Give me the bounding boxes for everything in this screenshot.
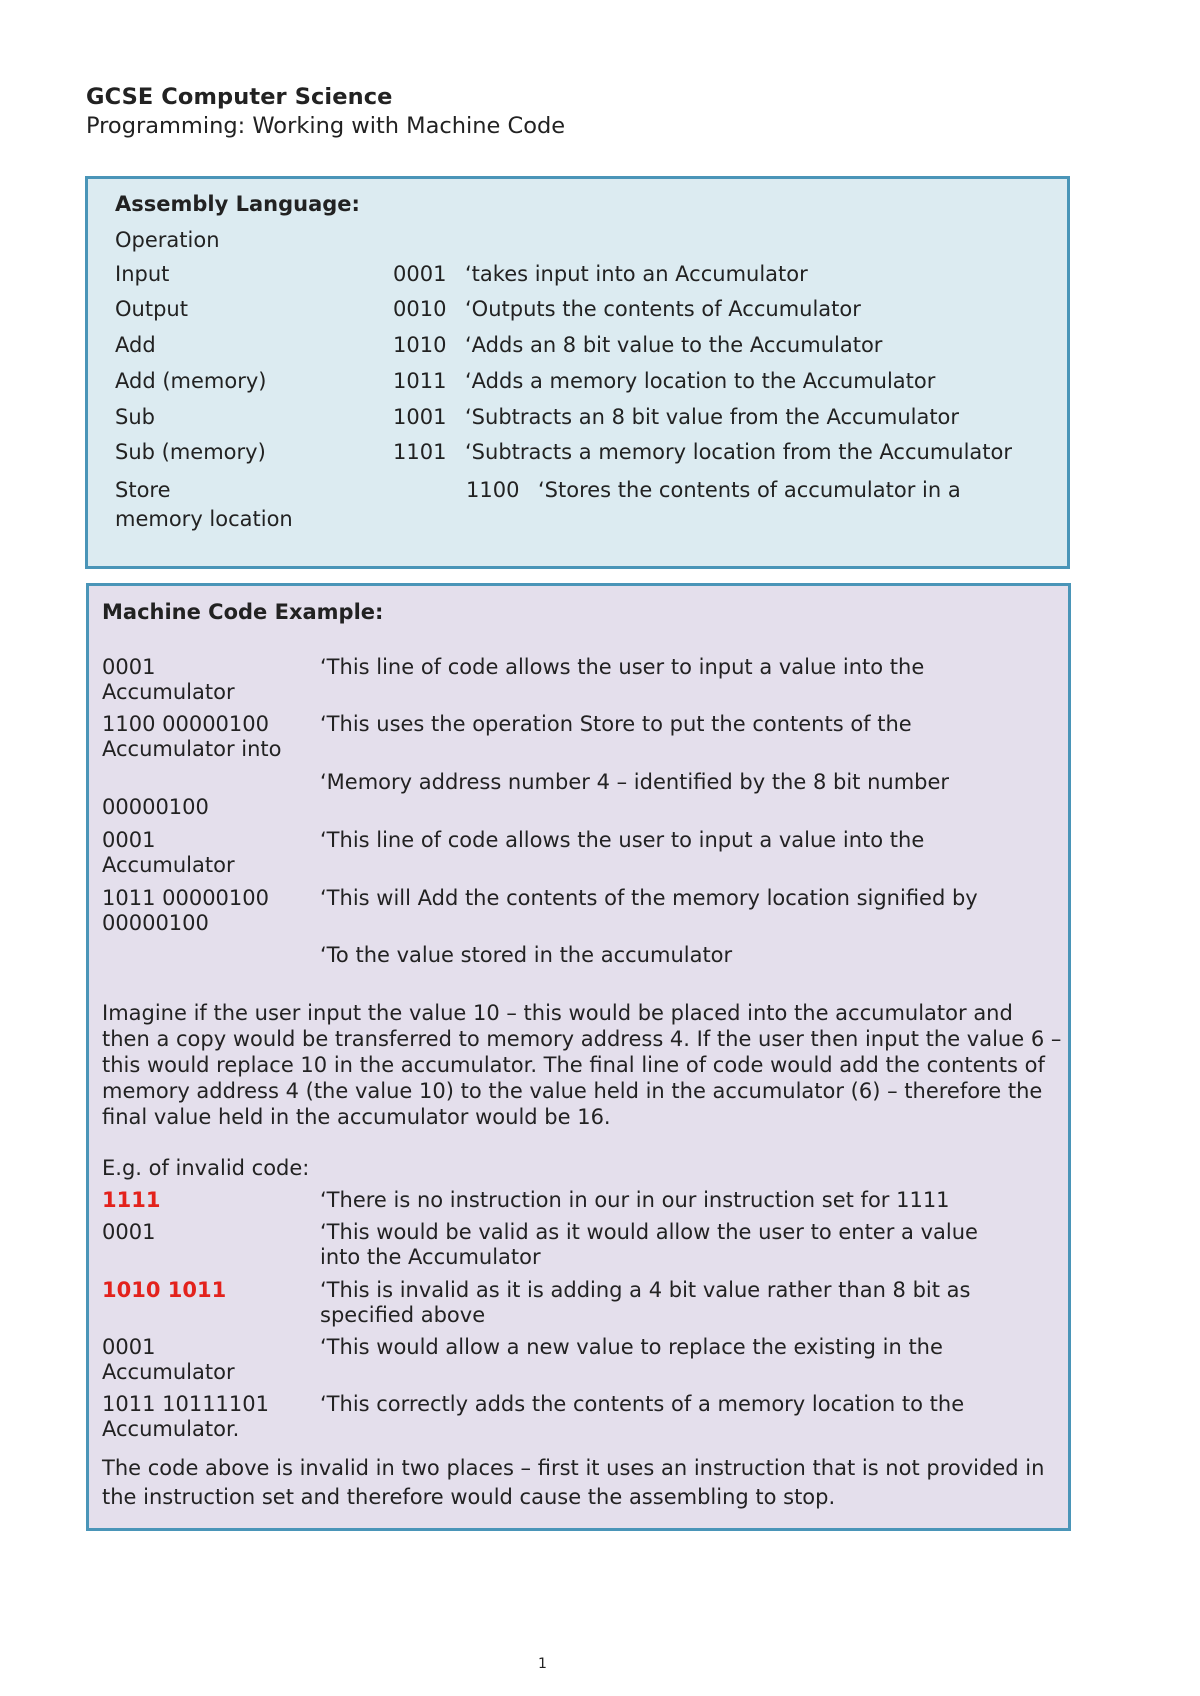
code-comment-continuation: Accumulator into [102, 737, 282, 761]
assembly-language-box [85, 176, 1070, 569]
instruction-operation: Sub [115, 405, 155, 429]
code-comment: ‘This line of code allows the user to input a value into the [320, 828, 925, 852]
code-value: 1011 10111101 [102, 1392, 270, 1416]
instruction-operation: Add [115, 333, 156, 357]
instruction-opcode: 1011 [393, 369, 447, 393]
code-comment: ‘This correctly adds the contents of a memory location to the [320, 1392, 965, 1416]
code-value: 0001 [102, 655, 156, 679]
code-comment-continuation: Accumulator [102, 680, 235, 704]
code-comment: ‘There is no instruction in our in our instruction set for 1111 [320, 1188, 950, 1212]
code-comment: ‘This will Add the contents of the memory location signified by [320, 886, 978, 910]
conclusion-paragraph: The code above is invalid in two places – first it uses an instruction that is not provided in the instruction set and therefore would cause the assembling to stop. [102, 1456, 1045, 1509]
code-comment: ‘Memory address number 4 – identified by the 8 bit number [320, 770, 950, 794]
instruction-opcode: 1001 [393, 405, 447, 429]
instruction-operation: Output [115, 297, 188, 321]
invalid-code-value: 1010 1011 [102, 1278, 227, 1302]
code-comment: ‘This uses the operation Store to put the contents of the [320, 712, 912, 736]
assembly-heading: Assembly Language: [115, 192, 360, 216]
code-comment-continuation: 00000100 [102, 911, 209, 935]
operation-heading: Operation [115, 228, 220, 252]
instruction-description: ‘Subtracts an 8 bit value from the Accumulator [465, 405, 960, 429]
machine-code-box [86, 583, 1071, 1531]
instruction-opcode: 0010 [393, 297, 447, 321]
instruction-description: ‘Adds an 8 bit value to the Accumulator [465, 333, 883, 357]
code-comment-continuation: 00000100 [102, 795, 209, 819]
code-comment: ‘To the value stored in the accumulator [320, 943, 733, 967]
instruction-operation: Store [115, 478, 171, 502]
instruction-description: ‘Subtracts a memory location from the Accumulator [465, 440, 1013, 464]
instruction-description-continuation: memory location [115, 507, 293, 531]
instruction-description: ‘takes input into an Accumulator [465, 262, 808, 286]
code-comment-continuation: Accumulator [102, 1360, 235, 1384]
code-value: 1011 00000100 [102, 886, 270, 910]
instruction-operation: Sub (memory) [115, 440, 266, 464]
machine-code-heading: Machine Code Example: [102, 600, 384, 624]
document-title: GCSE Computer Science [86, 84, 393, 110]
invalid-code-heading: E.g. of invalid code: [102, 1156, 310, 1180]
explanation-paragraph: Imagine if the user input the value 10 – this would be placed into the accumulator and then a copy would be transferred to memory address 4. If the user then input the value 6 – this would replace 10 in the accumulator. The final line of code would add the contents of memory address 4 (the value 10) to the value held in the accumulator (6) – therefore the final value held in the accumulator would be 16. [102, 1001, 1062, 1129]
code-comment: ‘This is invalid as it is adding a 4 bit value rather than 8 bit as [320, 1278, 971, 1302]
code-comment: ‘This would allow a new value to replace the existing in the [320, 1335, 943, 1359]
instruction-opcode: 0001 [393, 262, 447, 286]
code-comment-continuation: specified above [320, 1303, 486, 1327]
instruction-opcode: 1101 [393, 440, 447, 464]
code-comment-continuation: Accumulator [102, 853, 235, 877]
instruction-description: ‘Adds a memory location to the Accumulator [465, 369, 936, 393]
instruction-operation: Add (memory) [115, 369, 267, 393]
invalid-code-value: 1111 [102, 1188, 161, 1212]
code-comment: ‘This would be valid as it would allow the user to enter a value [320, 1220, 978, 1244]
code-value: 0001 [102, 828, 156, 852]
code-comment-continuation: into the Accumulator [320, 1245, 541, 1269]
code-comment-continuation: Accumulator. [102, 1417, 240, 1441]
instruction-description: ‘Stores the contents of accumulator in a [538, 478, 961, 502]
code-value: 0001 [102, 1220, 156, 1244]
instruction-operation: Input [115, 262, 170, 286]
instruction-description: ‘Outputs the contents of Accumulator [465, 297, 861, 321]
page-number: 1 [538, 1656, 547, 1672]
code-value: 1100 00000100 [102, 712, 270, 736]
code-comment: ‘This line of code allows the user to input a value into the [320, 655, 925, 679]
instruction-opcode: 1010 [393, 333, 447, 357]
document-subtitle: Programming: Working with Machine Code [86, 113, 566, 139]
code-value: 0001 [102, 1335, 156, 1359]
instruction-opcode: 1100 [466, 478, 520, 502]
